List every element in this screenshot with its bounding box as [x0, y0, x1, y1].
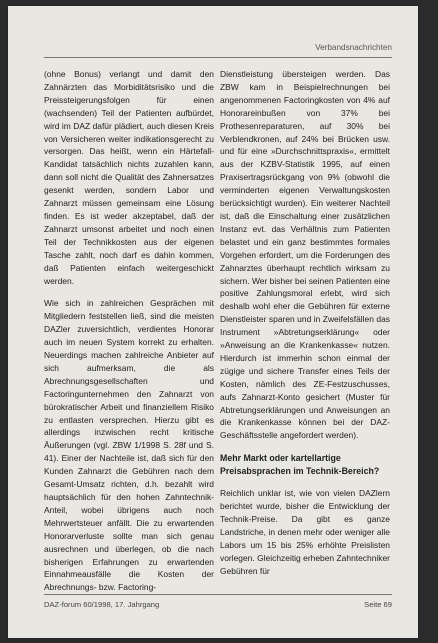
section-title: Verbandsnachrichten	[315, 43, 392, 52]
paragraph: Reichlich unklar ist, wie von vielen DAZlern berichtet wurde, bisher die Entwicklung der Technik-Preise. Da gibt es ganze Landstriche, in denen mehr oder weniger alle Labors um 15 bis 25% erhöhte Preislisten vorlegen. Gleichzeitig erheben Zahntechniker Gebühren für	[220, 488, 390, 576]
section-heading: Mehr Markt oder kartellartige Preisabsprachen im Technik-Bereich?	[220, 453, 380, 476]
document-page	[8, 6, 418, 638]
page-number: Seite 69	[364, 600, 392, 609]
paragraph: Wie sich in zahlreichen Gesprächen mit Mitgliedern feststellen ließ, sind die meisten DAZler zuversichtlich, verdientes Honorar auch im neuen System korrekt zu erhalten. Neuerdings machen zahlreiche Anbieter auf sich aufmerksam, die als Abrechnungsgesellschaften und Factoringunternehmen den Zahnarzt von bürokratischer Arbeit und finanziellem Risiko zu entlasten versprechen. Hierzu gibt es allerdings inzwischen recht kritische Äußerungen (vgl. ZBW 1/1998 S. 28f und S. 41). Einer der Nachteile ist, daß sich für den Kunden Zahnarzt die Gebühren nach dem Gesamt-Umsatz richten, d.h. bezahlt wird hauptsächlich für den hohen Zahntechnik-Anteil, wobei übrigens auch noch Mehrwertsteuer anfällt. Die zu erwartenden Honorarverluste sollte man sich genau ausrechnen und überlegen, ob die nach bisherigen Erfahrungen zu erwartenden Einnahmeausfälle die Kosten der Abrechnungs- bzw. Factoring-	[44, 298, 214, 593]
journal-citation: DAZ-forum 60/1998, 17. Jahrgang	[44, 600, 160, 609]
text-column-right	[220, 68, 390, 588]
paragraph: Dienstleistung übersteigen werden. Das ZBW kam in Beispielrechnungen bei angenommenen Factoringkosten von 4% auf Honorareinbußen von 37% bei Prothesenreparaturen, auf 30% bei Verblendkronen, auf 24% bei Brücken usw. und für eine »Durchschnittspraxis«, ermittelt aus der KZBV-Statistik 1995, auf einen Praxisertragsrückgang von 9% (obwohl die verminderten eigenen Verwaltungskosten berücksichtigt wurden). Ein weiterer Nachteil ist, daß die Einschaltung einer zusätzlichen Instanz evt. das Verhältnis zum Patienten belastet und ein ganz bestimmtes formales Vorgehen erfordert, um die Forderungen des Zahnarztes überhaupt rechtlich wirksam zu sichern. Wer bisher bei seinen Patienten eine positive Zahlungsmoral erlebt, wird sich deshalb wohl eher die Gebühren für externe Dienstleister sparen und in Zweifelsfällen das Instrument »Abtretungserklärung« oder »Anweisung an die Krankenkasse« nutzen. Hierdurch ist immerhin schon einmal der zügige und sichere Transfer eines Teils der Kosten, nämlich des ZE-Festzuschusses, aufs Zahnarzt-Konto gesichert (Muster für Abtretungserklärungen und Anweisungen an die Krankenkasse können bei der DAZ-Geschäftsstelle angefordert werden).	[220, 69, 390, 441]
paragraph: (ohne Bonus) verlangt und damit den Zahnärzten das Morbiditätsrisiko und die Preissteigerungsfolgen für einen (wachsenden) Teil der Patienten aufbürdet, wird im DAZ dafür plädiert, auch diesen Kreis von Versicheren weiter indikationsgerecht zu versorgen. Das heißt, wenn ein Härtefall-Kandidat tatsächlich nichts zuzahlen kann, dann soll nicht die Qualität des Zahnersatzes gesenkt werden, sondern Labor und Zahnarzt müssen gemeinsam eine Lösung finden. Es ist weder akzeptabel, daß der Zahnarzt umsonst arbeitet und noch einen Teil der Technikkosten aus der eigenen Tasche zahlt, noch darf es dahin kommen, daß Patienten einfach weitergeschickt werden.	[44, 69, 214, 286]
text-column-left	[44, 68, 214, 604]
footer-divider	[44, 594, 392, 595]
header-divider	[44, 57, 392, 58]
